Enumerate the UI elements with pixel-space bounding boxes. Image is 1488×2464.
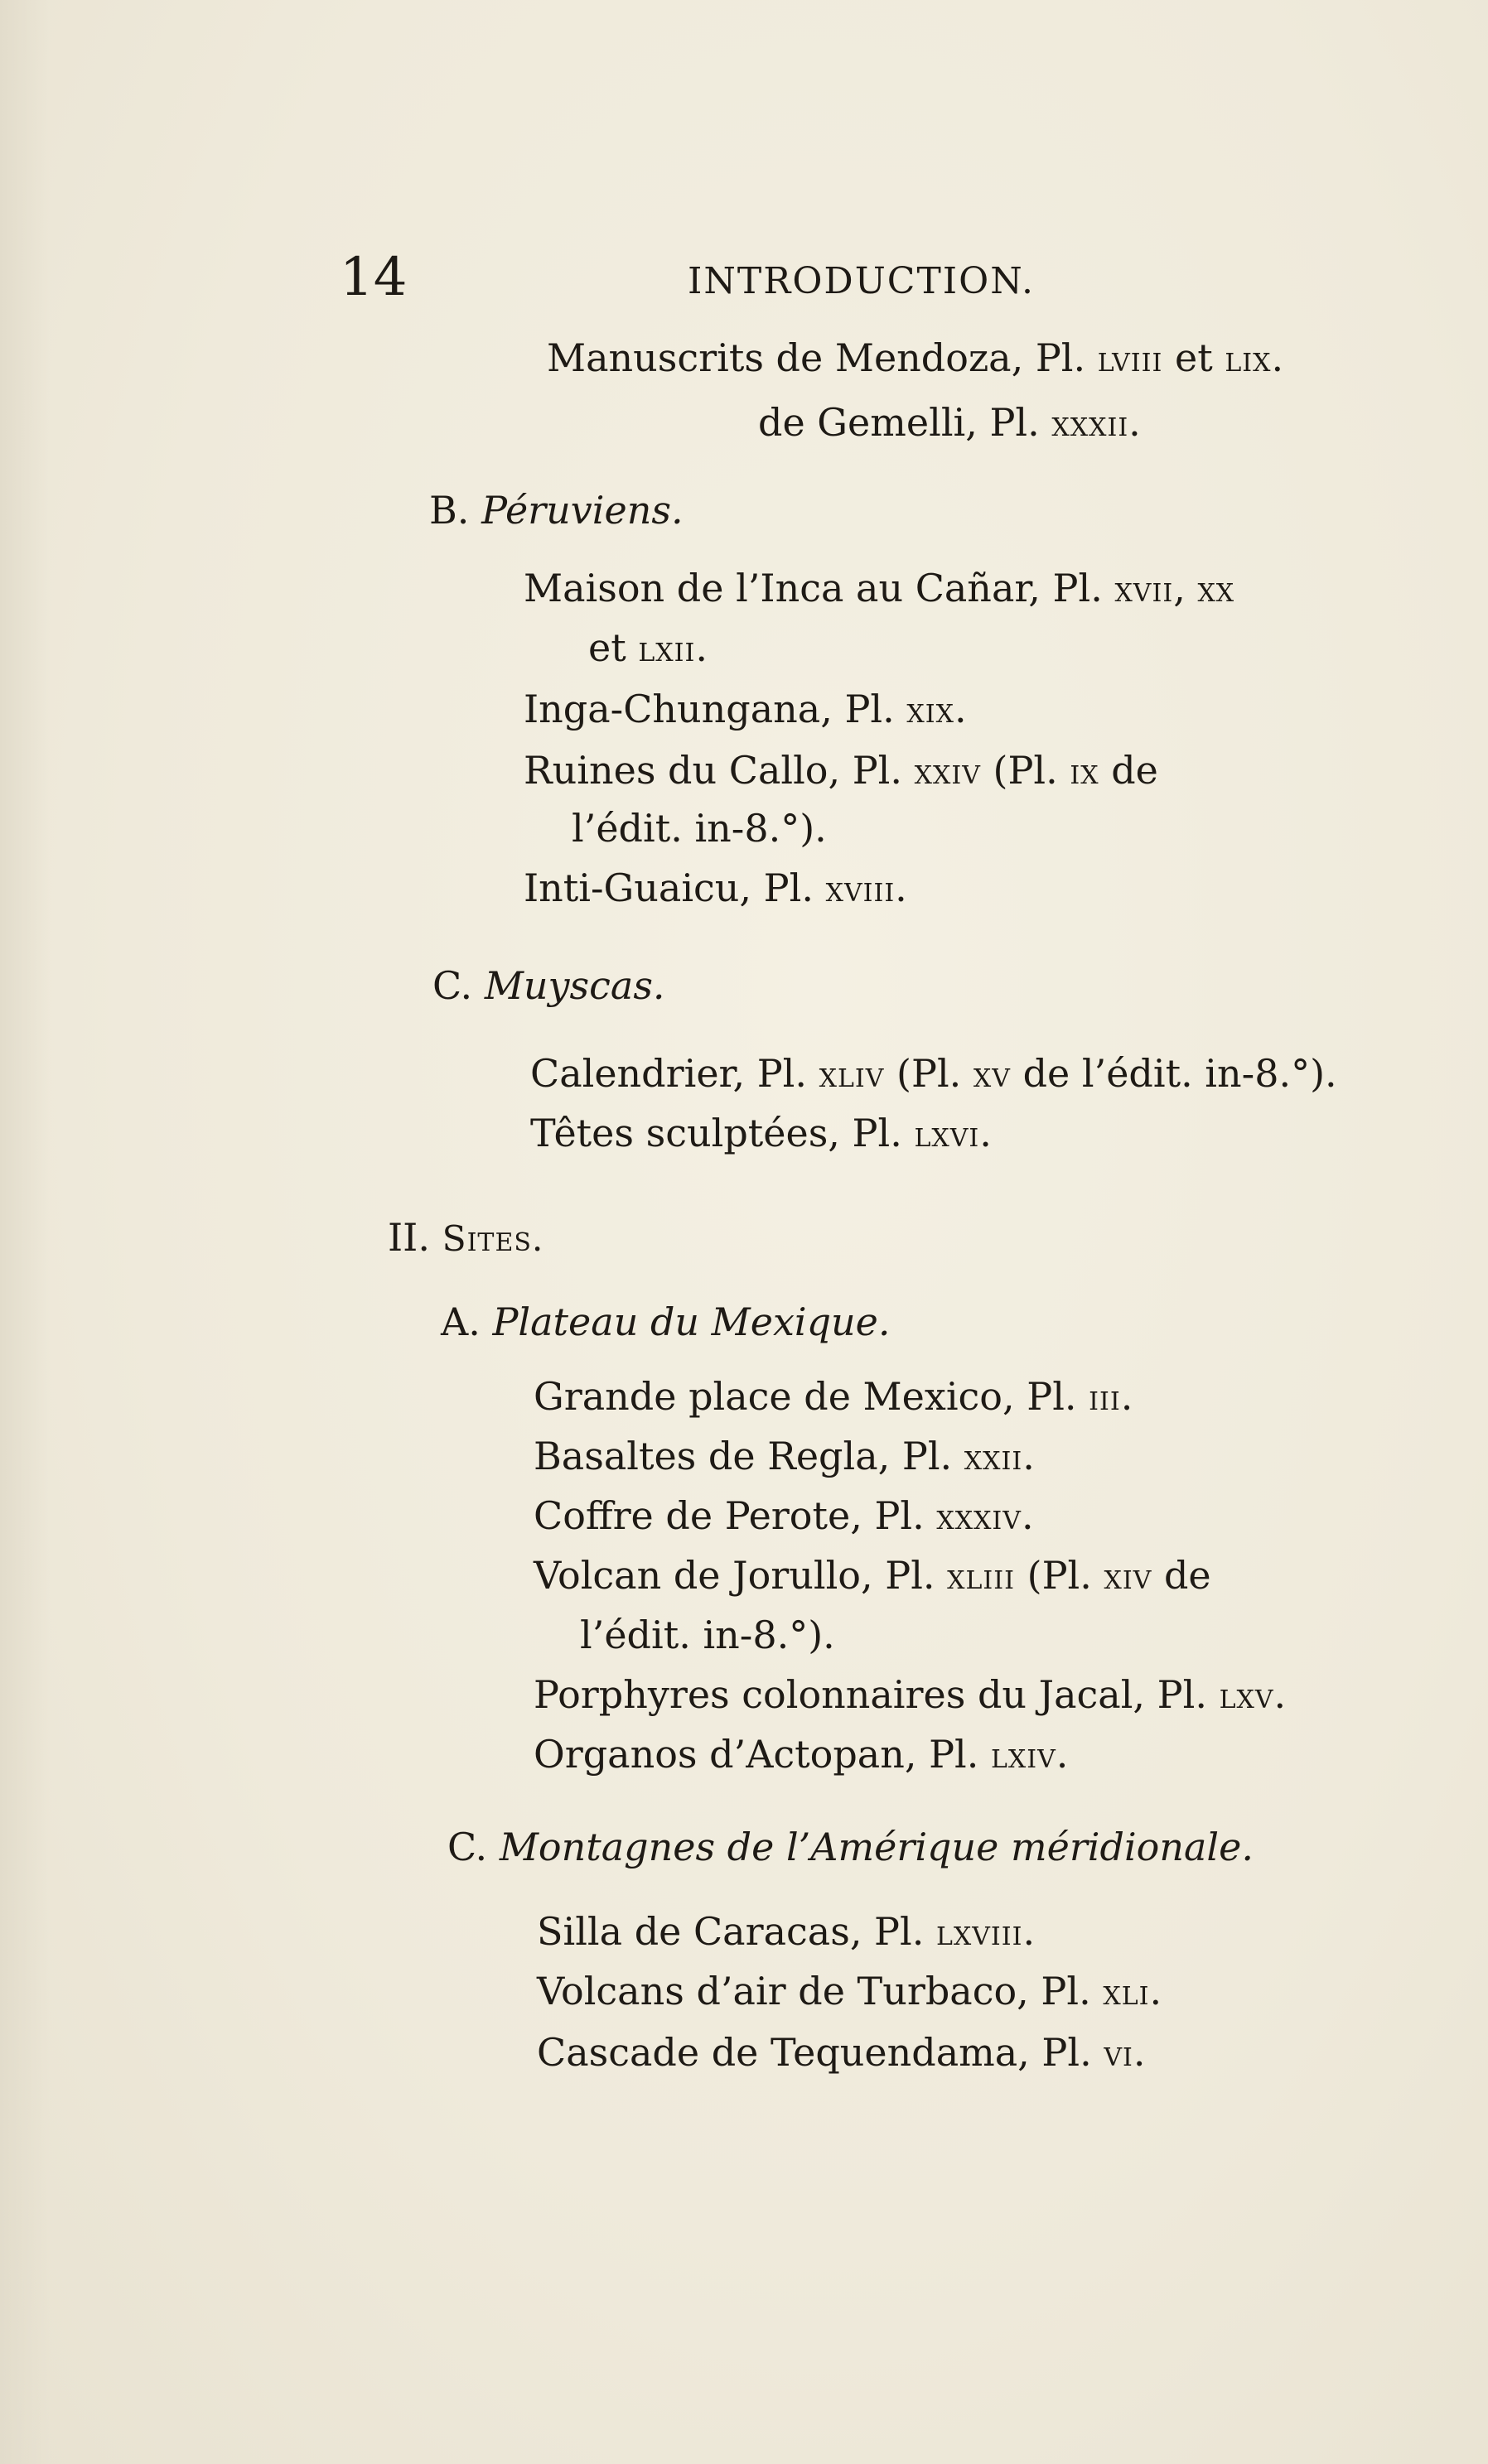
text-run: Coffre de Perote, Pl. xyxy=(534,1493,937,1538)
text-run: de l’édit. in-8.°). xyxy=(1010,1051,1337,1096)
plate-numeral: xliii xyxy=(947,1556,1015,1597)
page-gutter-shadow xyxy=(0,0,50,2464)
text-run: . xyxy=(695,625,708,670)
text-run: Basaltes de Regla, Pl. xyxy=(534,1434,964,1478)
entry-line xyxy=(572,803,827,853)
italic-text: Montagnes de l’Amérique méridionale. xyxy=(499,1825,1254,1869)
plate-numeral: xxii xyxy=(964,1437,1023,1478)
text-run: A. xyxy=(441,1300,493,1344)
text-run: . xyxy=(1128,400,1141,445)
plate-numeral: xx xyxy=(1197,569,1235,610)
text-run: . xyxy=(895,866,907,910)
text-run: . xyxy=(1021,1493,1034,1538)
text-run: Volcan de Jorullo, Pl. xyxy=(534,1553,948,1598)
part-heading xyxy=(388,1213,544,1264)
entry-line xyxy=(758,398,1141,449)
entry-line xyxy=(534,1491,1034,1542)
section-heading xyxy=(432,961,665,1010)
text-run: Maison de l’Inca au Cañar, Pl. xyxy=(524,566,1115,610)
text-run: Silla de Caracas, Pl. xyxy=(537,1909,936,1954)
entry-line xyxy=(588,623,708,674)
entry-line xyxy=(524,745,1158,797)
plate-numeral: xliv xyxy=(819,1054,885,1095)
text-run: de Gemelli, Pl. xyxy=(758,400,1052,445)
plate-numeral: xxxii xyxy=(1051,403,1129,444)
running-head: INTRODUCTION. xyxy=(688,260,1035,302)
plate-numeral: xviii xyxy=(825,869,896,909)
plate-numeral: lxv xyxy=(1219,1676,1274,1716)
entry-line xyxy=(524,563,1234,615)
text-run: Cascade de Tequendama, Pl. xyxy=(537,2030,1104,2075)
entry-line xyxy=(534,1550,1211,1602)
text-run: Grande place de Mexico, Pl. xyxy=(534,1374,1089,1419)
text-run: . xyxy=(1273,1672,1287,1717)
text-run: (Pl. xyxy=(980,748,1070,793)
entry-line xyxy=(530,1049,1337,1100)
plate-numeral: ix xyxy=(1070,751,1099,792)
plate-numeral: lix xyxy=(1225,339,1272,379)
text-run: Inga-Chungana, Pl. xyxy=(524,687,907,731)
plate-numeral: xix xyxy=(906,690,954,731)
plate-numeral: lxvi xyxy=(914,1114,980,1155)
text-run: C. xyxy=(432,963,485,1008)
plate-numeral: xxiv xyxy=(914,751,981,792)
entry-line xyxy=(580,1610,835,1660)
text-run: (Pl. xyxy=(1015,1553,1104,1598)
text-run: Inti-Guaicu, Pl. xyxy=(524,866,826,910)
text-run: Calendrier, Pl. xyxy=(530,1051,819,1096)
plate-numeral: lxiv xyxy=(991,1735,1056,1776)
text-run: de xyxy=(1099,748,1158,793)
section-heading xyxy=(429,485,684,535)
page-number: 14 xyxy=(340,247,408,308)
text-run: Volcans d’air de Turbaco, Pl. xyxy=(537,1969,1104,2013)
section-heading xyxy=(447,1822,1254,1872)
text-run: . xyxy=(1149,1969,1162,2013)
entry-line xyxy=(537,1966,1162,2018)
entry-line xyxy=(537,1907,1035,1958)
text-run: Organos d’Actopan, Pl. xyxy=(534,1732,991,1777)
text-run: Ruines du Callo, Pl. xyxy=(524,748,915,793)
text-run: l’édit. in-8.°). xyxy=(580,1613,835,1657)
plate-numeral: iii xyxy=(1089,1377,1121,1418)
text-run: C. xyxy=(447,1825,500,1869)
entry-line xyxy=(530,1108,992,1160)
text-run: . xyxy=(954,687,967,731)
plate-numeral: xli xyxy=(1103,1972,1150,2013)
text-run: . xyxy=(1271,335,1284,380)
plate-numeral: xxxiv xyxy=(936,1497,1022,1537)
text-run: . xyxy=(1022,1434,1035,1478)
italic-text: Muyscas. xyxy=(484,963,665,1008)
text-run: Têtes sculptées, Pl. xyxy=(530,1111,915,1155)
entry-line xyxy=(537,2028,1145,2079)
text-run: . xyxy=(979,1111,992,1155)
text-run: . xyxy=(1120,1374,1133,1419)
italic-text: Plateau du Mexique. xyxy=(492,1300,891,1344)
entry-line xyxy=(534,1372,1133,1423)
text-run: et xyxy=(588,625,639,670)
plate-numeral: vi xyxy=(1104,2033,1133,2074)
entry-line xyxy=(534,1670,1286,1721)
plate-numeral: Sites. xyxy=(442,1218,544,1259)
text-run: , xyxy=(1173,566,1198,610)
entry-line xyxy=(547,333,1283,384)
text-run: . xyxy=(1022,1909,1036,1954)
plate-numeral: xv xyxy=(973,1054,1011,1095)
plate-numeral: lxii xyxy=(638,629,696,669)
plate-numeral: xvii xyxy=(1114,569,1174,610)
text-run: . xyxy=(1133,2030,1146,2075)
text-run: Manuscrits de Mendoza, Pl. xyxy=(547,335,1098,380)
text-run: . xyxy=(1056,1732,1069,1777)
section-heading xyxy=(441,1297,891,1347)
entry-line xyxy=(524,684,967,735)
text-run: l’édit. in-8.°). xyxy=(572,806,827,851)
italic-text: Péruviens. xyxy=(481,488,684,533)
text-run: B. xyxy=(429,488,482,533)
entry-line xyxy=(534,1431,1035,1483)
text-run: et xyxy=(1162,335,1225,380)
plate-numeral: lxviii xyxy=(935,1912,1023,1953)
text-run: II. xyxy=(388,1215,442,1260)
text-run: (Pl. xyxy=(884,1051,973,1096)
plate-numeral: xiv xyxy=(1104,1556,1152,1597)
text-run: de xyxy=(1152,1553,1211,1598)
text-run: Porphyres colonnaires du Jacal, Pl. xyxy=(534,1672,1220,1717)
entry-line xyxy=(534,1729,1068,1781)
entry-line xyxy=(524,863,907,914)
plate-numeral: lviii xyxy=(1097,339,1163,379)
